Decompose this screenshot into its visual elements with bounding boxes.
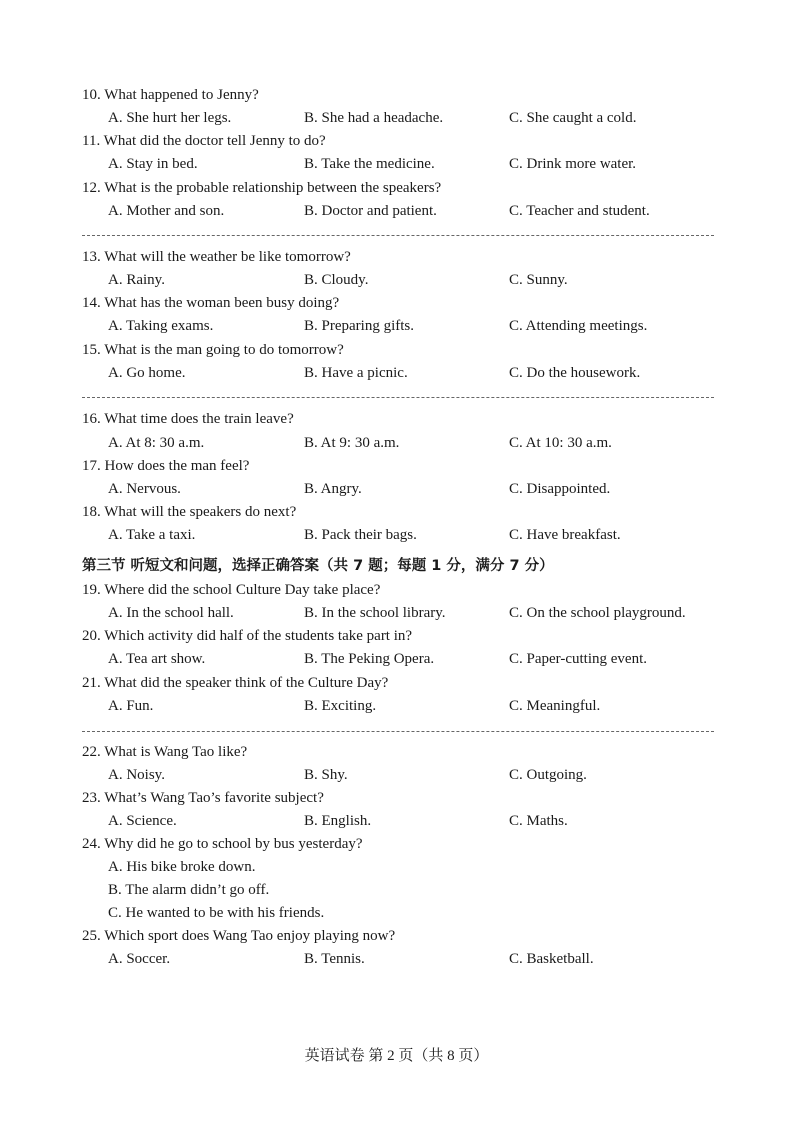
q23-option-b: B. English. (304, 813, 372, 829)
page-footer: 英语试卷 第 2 页（共 8 页） (304, 1048, 489, 1064)
q21-option-a: A. Fun. (108, 698, 154, 714)
q10-option-c: C. She caught a cold. (509, 110, 637, 126)
section-3-heading: 第三节 听短文和问题，选择正确答案（共 7 题；每题 1 分，满分 7 分） (82, 558, 554, 574)
dashed-divider (82, 235, 714, 236)
q16-option-a: A. At 8: 30 a.m. (108, 435, 205, 451)
q20-option-c: C. Paper-cutting event. (509, 651, 647, 667)
q24-option-a: A. His bike broke down. (108, 859, 256, 875)
question-13: 13. What will the weather be like tomorrow? (82, 249, 351, 265)
q20-option-b: B. The Peking Opera. (304, 651, 435, 667)
q10-option-b: B. She had a headache. (304, 110, 444, 126)
question-20: 20. Which activity did half of the students take part in? (82, 628, 413, 644)
question-10: 10. What happened to Jenny? (82, 87, 259, 103)
question-14: 14. What has the woman been busy doing? (82, 295, 340, 311)
q11-option-a: A. Stay in bed. (108, 156, 198, 172)
q19-option-b: B. In the school library. (304, 605, 446, 621)
question-24: 24. Why did he go to school by bus yesterday? (82, 836, 363, 852)
question-12: 12. What is the probable relationship between the speakers? (82, 180, 442, 196)
q12-option-c: C. Teacher and student. (509, 203, 650, 219)
q18-option-c: C. Have breakfast. (509, 527, 621, 543)
dashed-divider (82, 397, 714, 398)
question-15: 15. What is the man going to do tomorrow? (82, 342, 344, 358)
question-23: 23. What’s Wang Tao’s favorite subject? (82, 790, 324, 806)
question-17: 17. How does the man feel? (82, 458, 250, 474)
q17-option-b: B. Angry. (304, 481, 362, 497)
q22-option-b: B. Shy. (304, 767, 348, 783)
q12-option-a: A. Mother and son. (108, 203, 225, 219)
q24-option-c: C. He wanted to be with his friends. (108, 905, 325, 921)
q25-option-b: B. Tennis. (304, 951, 365, 967)
q25-option-a: A. Soccer. (108, 951, 171, 967)
q22-option-a: A. Noisy. (108, 767, 165, 783)
question-22: 22. What is Wang Tao like? (82, 744, 248, 760)
q10-option-a: A. She hurt her legs. (108, 110, 232, 126)
q18-option-b: B. Pack their bags. (304, 527, 417, 543)
q14-option-b: B. Preparing gifts. (304, 318, 414, 334)
q13-option-b: B. Cloudy. (304, 272, 369, 288)
q11-option-c: C. Drink more water. (509, 156, 637, 172)
q16-option-c: C. At 10: 30 a.m. (509, 435, 612, 451)
q15-option-c: C. Do the housework. (509, 365, 641, 381)
q16-option-b: B. At 9: 30 a.m. (304, 435, 400, 451)
q17-option-c: C. Disappointed. (509, 481, 611, 497)
q19-option-c: C. On the school playground. (509, 605, 686, 621)
q13-option-a: A. Rainy. (108, 272, 165, 288)
q22-option-c: C. Outgoing. (509, 767, 587, 783)
q25-option-c: C. Basketball. (509, 951, 594, 967)
q24-option-b: B. The alarm didn’t go off. (108, 882, 270, 898)
question-19: 19. Where did the school Culture Day take place? (82, 582, 381, 598)
q19-option-a: A. In the school hall. (108, 605, 234, 621)
q17-option-a: A. Nervous. (108, 481, 181, 497)
dashed-divider (82, 731, 714, 732)
question-11: 11. What did the doctor tell Jenny to do? (82, 133, 326, 149)
q11-option-b: B. Take the medicine. (304, 156, 435, 172)
q15-option-a: A. Go home. (108, 365, 186, 381)
question-16: 16. What time does the train leave? (82, 411, 294, 427)
q21-option-c: C. Meaningful. (509, 698, 601, 714)
q14-option-a: A. Taking exams. (108, 318, 214, 334)
question-21: 21. What did the speaker think of the Culture Day? (82, 675, 389, 691)
q23-option-a: A. Science. (108, 813, 177, 829)
q14-option-c: C. Attending meetings. (509, 318, 648, 334)
q18-option-a: A. Take a taxi. (108, 527, 196, 543)
q20-option-a: A. Tea art show. (108, 651, 206, 667)
question-25: 25. Which sport does Wang Tao enjoy playing now? (82, 928, 396, 944)
q12-option-b: B. Doctor and patient. (304, 203, 437, 219)
question-18: 18. What will the speakers do next? (82, 504, 297, 520)
q21-option-b: B. Exciting. (304, 698, 377, 714)
q13-option-c: C. Sunny. (509, 272, 568, 288)
q23-option-c: C. Maths. (509, 813, 568, 829)
q15-option-b: B. Have a picnic. (304, 365, 408, 381)
